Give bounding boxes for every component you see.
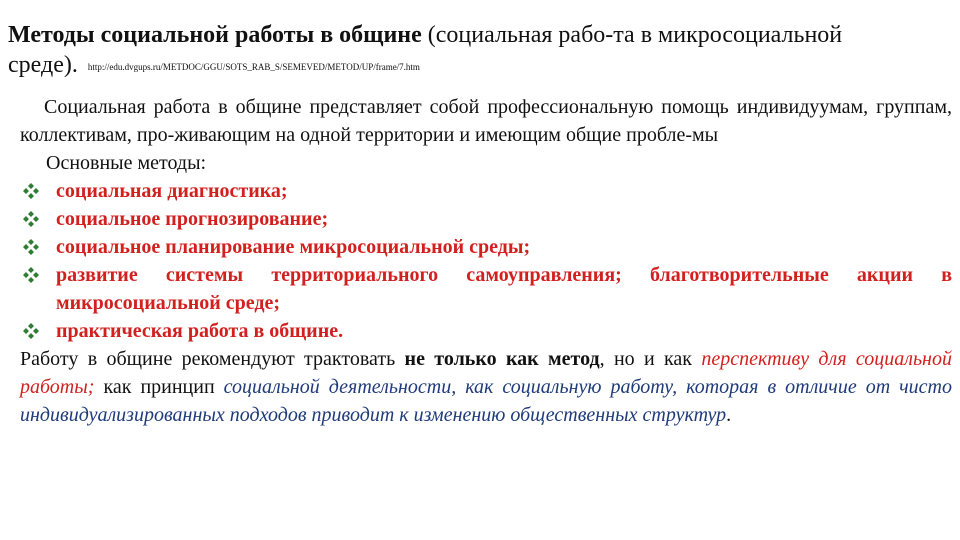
method-text: развитие системы территориального самоуправления; благотворительные акции в микросоциальной среде; xyxy=(56,264,952,314)
source-url: http://edu.dvgups.ru/METDOC/GGU/SOTS_RAB_S/SEMEVED/METOD/UP/frame/7.htm xyxy=(87,62,420,72)
list-item xyxy=(20,233,952,261)
slide-title xyxy=(8,20,908,82)
method-text: практическая работа в общине. xyxy=(56,320,344,342)
closing-red-italic: перспективу для социальной работы; xyxy=(20,348,952,398)
closing-text: , но и как xyxy=(599,348,702,370)
slide-body xyxy=(20,93,952,429)
closing-end: . xyxy=(726,404,732,426)
diamond-bullet-icon xyxy=(23,239,39,255)
method-text: социальная диагностика; xyxy=(56,180,288,202)
method-text: социальное планирование микросоциальной среды; xyxy=(56,236,531,258)
closing-bold: не только как метод xyxy=(404,348,600,370)
diamond-bullet-icon xyxy=(23,211,39,227)
closing-paragraph xyxy=(20,345,952,429)
list-item xyxy=(20,261,952,317)
methods-label: Основные методы: xyxy=(46,152,207,174)
list-item xyxy=(20,177,952,205)
closing-text: Работу в общине рекомендуют трактовать xyxy=(20,348,405,370)
diamond-bullet-icon xyxy=(23,183,39,199)
title-bold: Методы социальной работы в общине xyxy=(8,22,422,48)
methods-list xyxy=(20,177,952,345)
list-item xyxy=(20,317,952,345)
diamond-bullet-icon xyxy=(23,267,39,283)
closing-blue-italic: социальной деятельности, как социальную работу, которая в отличие от чисто индивидуализированных подходов приводит к изменению общественных структур xyxy=(20,376,952,426)
diamond-bullet-icon xyxy=(23,323,39,339)
list-item xyxy=(20,205,952,233)
title-normal: (социальная рабо-та в микросоциальной среде). xyxy=(8,22,843,78)
closing-text: как принцип xyxy=(94,376,224,398)
intro-paragraph: Социальная работа в общине представляет собой профессиональную помощь индивидуумам, группам, коллективам, про-живающим на одной территории и имеющим общие пробле-мы xyxy=(20,96,952,146)
method-text: социальное прогнозирование; xyxy=(56,208,329,230)
